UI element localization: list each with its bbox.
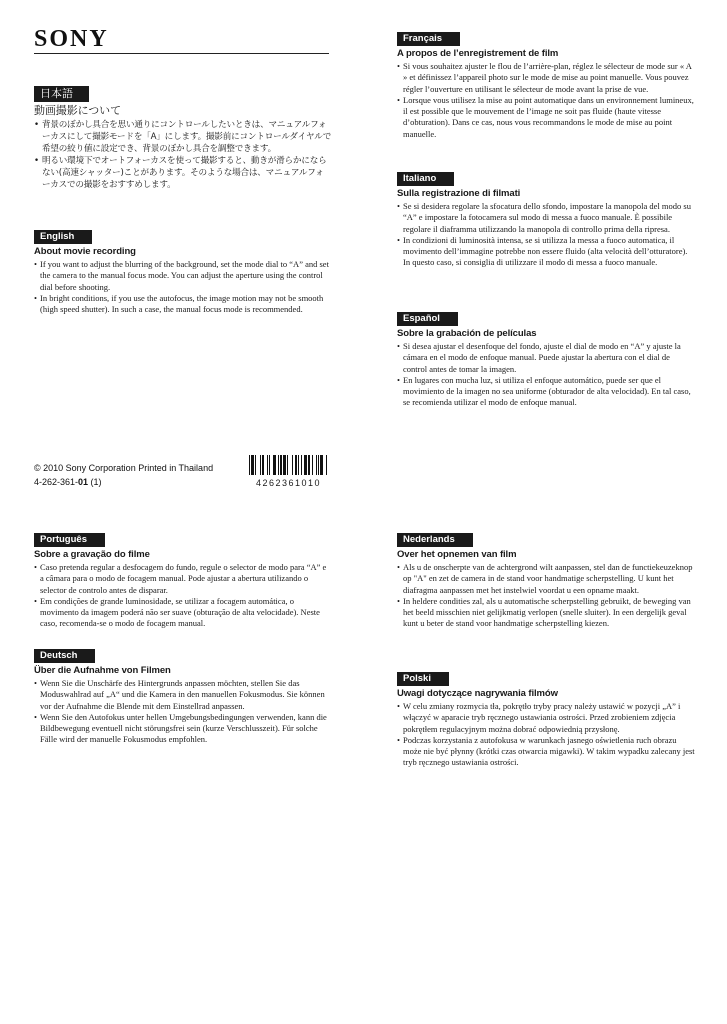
language-tag: Nederlands — [397, 533, 473, 547]
list-item: • If you want to adjust the blurring of the background, set the mode dial to “A” and set the camera to the manual focus mode. You can adjust the aperture using the control dial before shooting. — [34, 259, 332, 293]
language-tag: 日本語 — [34, 86, 89, 102]
part-number-suffix: (1) — [88, 477, 102, 487]
list-item: • Lorsque vous utilisez la mise au point automatique dans un environnement lumineux, il est possible que le mouvement de l’image ne soit pas fluide (haute vitesse d’obturation). Dans ce cas, nous vous recommandons le mode de mise au point manuelle. — [397, 95, 695, 140]
bullet-list — [34, 562, 332, 630]
section-heading: Uwagi dotyczące nagrywania filmów — [397, 688, 558, 699]
section-portuguese — [34, 529, 332, 630]
list-item: • En lugares con mucha luz, si utiliza el enfoque automático, puede ser que el movimiento de la imagen no sea uniforme (obturador de alta velocidad). En tal caso, se recomienda utilizar el modo de enfoque manual. — [397, 375, 695, 409]
list-item: • Wenn Sie den Autofokus unter hellen Umgebungsbedingungen verwenden, kann die Bildbewegung eventuell nicht störungsfrei sein (kurze Verschlusszeit). Für solche Fälle wird der manuelle Fokusmodus empfohlen. — [34, 712, 332, 746]
list-item: • Als u de onscherpte van de achtergrond wilt aanpassen, stel dan de functiekeuzeknop op "A" en zet de camera in de stand voor handmatige scherpstelling. U kunt het diafragma aanpassen met het instelwiel voordat u een opname maakt. — [397, 562, 695, 596]
list-item: • Podczas korzystania z autofokusa w warunkach jasnego oświetlenia ruch obrazu może nie być płynny (krótki czas otwarcia migawki). W takim wypadku zalecany jest tryb ręcznego ustawiania ostrości. — [397, 735, 695, 769]
list-item: • In bright conditions, if you use the autofocus, the image motion may not be smooth (high speed shutter). In such a case, the manual focus mode is recommended. — [34, 293, 332, 316]
barcode-number: 4262361010 — [256, 478, 322, 488]
section-heading: A propos de l’enregistrement de film — [397, 48, 559, 59]
language-tag: English — [34, 230, 92, 244]
bullet-list — [397, 61, 695, 140]
part-number — [34, 476, 102, 488]
list-item: • Si desea ajustar el desenfoque del fondo, ajuste el dial de modo en “A” y ajuste la cámara en el modo de enfoque manual. Puede ajustar la abertura con el dial de control antes de tomar la imagen. — [397, 341, 695, 375]
list-item: • In heldere condities zal, als u automatische scherpstelling gebruikt, de beweging van het beeld misschien niet gelijkmatig verlopen (snelle sluiter). In een dergelijk geval kunt u beter de stand voor handmatige scherpstelling kiezen. — [397, 596, 695, 630]
language-tag: Español — [397, 312, 458, 326]
section-heading: 動画撮影について — [34, 105, 121, 117]
bullet-list — [34, 678, 332, 746]
part-number-bold: 01 — [78, 477, 89, 487]
list-item: • 明るい環境下でオートフォーカスを使って撮影すると、動きが滑らかにならない(高速シャッター)ことがあります。そのような場合は、マニュアルフォーカスでの撮影をおすすめします。 — [34, 155, 332, 191]
section-german — [34, 645, 332, 746]
section-japanese — [34, 84, 332, 192]
section-italian — [397, 168, 695, 269]
section-english — [34, 226, 332, 315]
section-heading: Über die Aufnahme von Filmen — [34, 665, 171, 676]
bullet-list — [397, 201, 695, 269]
list-item: • In condizioni di luminosità intensa, se si utilizza la messa a fuoco automatica, il movimento dell’immagine potrebbe non essere fluido (alta velocità dell’otturatore). In questo caso, si consiglia di utilizzare il modo di messa a fuoco manuale. — [397, 235, 695, 269]
bullet-list — [34, 119, 332, 192]
section-heading: About movie recording — [34, 246, 136, 257]
list-item: • Em condições de grande luminosidade, se utilizar a focagem automática, o movimento da imagem poderá não ser suave (obturação de alta velocidade). Neste caso, recomenda-se o modo de focagem manual. — [34, 596, 332, 630]
bullet-list — [397, 562, 695, 630]
bullet-list — [397, 341, 695, 409]
barcode — [249, 455, 329, 475]
language-tag: Português — [34, 533, 105, 547]
copyright-line: © 2010 Sony Corporation Printed in Thailand — [34, 463, 214, 473]
section-heading: Sulla registrazione di filmati — [397, 188, 521, 199]
section-polish — [397, 668, 695, 769]
sony-logo: SONY — [34, 26, 109, 52]
language-tag: Français — [397, 32, 460, 46]
list-item: • Wenn Sie die Unschärfe des Hintergrunds anpassen möchten, stellen Sie das Moduswahlrad auf „A“ und die Kamera in den manuellen Fokusmodus. Sie können vor der Aufnahme die Blende mit dem Einstellrad anpassen. — [34, 678, 332, 712]
language-tag: Polski — [397, 672, 449, 686]
barcode-stripe — [327, 455, 328, 475]
section-spanish — [397, 308, 695, 409]
part-number-prefix: 4-262-361- — [34, 477, 79, 487]
list-item: • W celu zmiany rozmycia tła, pokrętło tryby pracy należy ustawić w pozycji „A” i włączyć w aparacie tryb ręcznego ustawiania ostrości. Przed zrobieniem zdjęcia pokrętłem regulacyjnym można dobrać odpowiednią przysłonę. — [397, 701, 695, 735]
section-french — [397, 28, 695, 140]
language-tag: Deutsch — [34, 649, 95, 663]
list-item: • 背景のぼかし具合を思い通りにコントロールしたいときは、マニュアルフォーカスにして撮影モードを「A」にします。撮影前にコントロールダイヤルで希望の絞り値に設定でき、背景のぼかし具合を調整できます。 — [34, 119, 332, 155]
section-dutch — [397, 529, 695, 630]
list-item: • Caso pretenda regular a desfocagem do fundo, regule o selector de modo para “A” e a câmara para o modo de focagem manual. Pode ajustar a abertura utilizando o selector de controlo antes de disparar. — [34, 562, 332, 596]
section-heading: Over het opnemen van film — [397, 549, 517, 560]
section-heading: Sobre a gravação do filme — [34, 549, 150, 560]
list-item: • Se si desidera regolare la sfocatura dello sfondo, impostare la manopola del modo su “A” e impostare la fotocamera sul modo di messa a fuoco manuale. È possibile regolare il diaframma utilizzando la manopola di controllo prima della ripresa. — [397, 201, 695, 235]
language-tag: Italiano — [397, 172, 454, 186]
bullet-list — [34, 259, 332, 315]
bullet-list — [397, 701, 695, 769]
section-heading: Sobre la grabación de películas — [397, 328, 537, 339]
list-item: • Si vous souhaitez ajuster le flou de l’arrière-plan, réglez le sélecteur de mode sur « A » et définissez l’appareil photo sur le mode de mise au point manuelle. Vous pouvez régler l’ouverture en utilisant le sélecteur de mode avant la prise de vue. — [397, 61, 695, 95]
header-rule — [34, 53, 329, 54]
